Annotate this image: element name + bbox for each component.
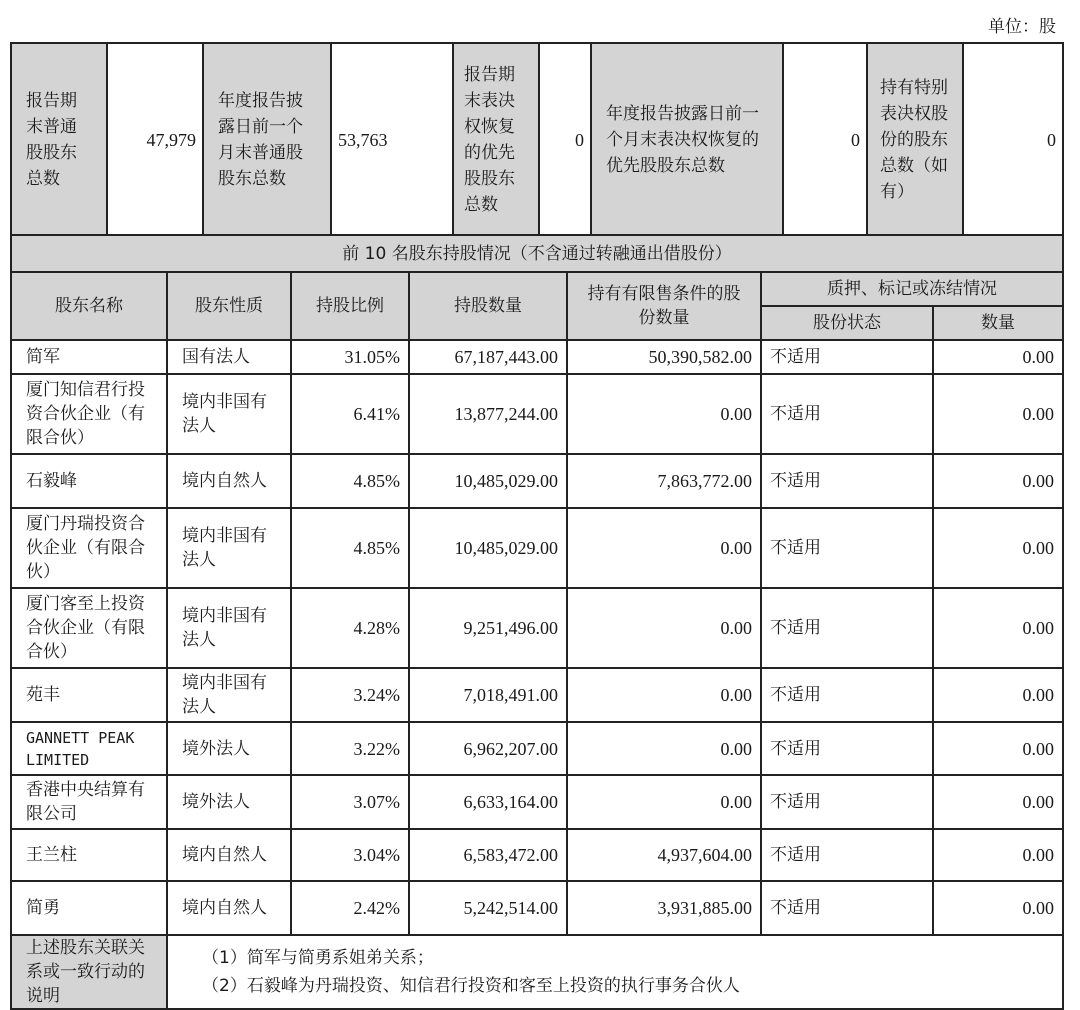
cell-nature: 境内非国有法人 — [167, 668, 291, 722]
cell-pledge-qty: 0.00 — [933, 775, 1063, 829]
table-row — [11, 668, 1063, 722]
cell-restricted: 0.00 — [567, 722, 761, 775]
cell-nature: 境内自然人 — [167, 881, 291, 935]
cell-pledge-status: 不适用 — [761, 881, 933, 935]
cell-pledge-qty: 0.00 — [933, 829, 1063, 881]
header-nature: 股东性质 — [167, 272, 291, 340]
cell-pledge-status: 不适用 — [761, 508, 933, 588]
cell-name: 苑丰 — [11, 668, 167, 722]
cell-ratio: 3.04% — [291, 829, 409, 881]
cell-nature: 境内非国有法人 — [167, 508, 291, 588]
cell-ratio: 3.24% — [291, 668, 409, 722]
header-name: 股东名称 — [11, 272, 167, 340]
table-row — [11, 508, 1063, 588]
cell-pledge-qty: 0.00 — [933, 668, 1063, 722]
cell-pledge-qty: 0.00 — [933, 454, 1063, 508]
cell-quantity: 6,633,164.00 — [409, 775, 567, 829]
cell-quantity: 10,485,029.00 — [409, 454, 567, 508]
cell-pledge-status: 不适用 — [761, 340, 933, 374]
cell-pledge-qty: 0.00 — [933, 340, 1063, 374]
special-voting-shareholders-label: 持有特别表决权股份的股东总数（如有） — [867, 43, 963, 237]
cell-pledge-qty: 0.00 — [933, 374, 1063, 454]
relationship-note-2: （2）石毅峰为丹瑞投资、知信君行投资和客至上投资的执行事务合伙人 — [202, 976, 740, 996]
table-row — [11, 829, 1063, 881]
header-restricted: 持有有限售条件的股份数量 — [567, 272, 761, 340]
cell-restricted: 3,931,885.00 — [567, 881, 761, 935]
cell-quantity: 9,251,496.00 — [409, 588, 567, 668]
common-shareholders-value: 47,979 — [107, 43, 203, 237]
relationship-note-1: （1）简军与简勇系姐弟关系； — [202, 948, 434, 968]
cell-pledge-status: 不适用 — [761, 668, 933, 722]
cell-pledge-status: 不适用 — [761, 829, 933, 881]
cell-pledge-status: 不适用 — [761, 374, 933, 454]
common-shareholders-prev-label: 年度报告披露日前一个月末普通股股东总数 — [203, 43, 331, 237]
cell-nature: 境外法人 — [167, 775, 291, 829]
cell-pledge-status: 不适用 — [761, 454, 933, 508]
cell-pledge-qty: 0.00 — [933, 881, 1063, 935]
cell-quantity: 5,242,514.00 — [409, 881, 567, 935]
summary-table — [10, 42, 1064, 238]
cell-restricted: 0.00 — [567, 588, 761, 668]
cell-quantity: 10,485,029.00 — [409, 508, 567, 588]
cell-restricted: 0.00 — [567, 374, 761, 454]
table-row — [11, 374, 1063, 454]
cell-ratio: 3.07% — [291, 775, 409, 829]
cell-ratio: 31.05% — [291, 340, 409, 374]
header-quantity: 持股数量 — [409, 272, 567, 340]
cell-quantity: 6,583,472.00 — [409, 829, 567, 881]
cell-name: 石毅峰 — [11, 454, 167, 508]
cell-nature: 境内自然人 — [167, 454, 291, 508]
table-row — [11, 340, 1063, 374]
cell-ratio: 2.42% — [291, 881, 409, 935]
cell-restricted: 7,863,772.00 — [567, 454, 761, 508]
relationship-label: 上述股东关联关系或一致行动的说明 — [11, 935, 167, 1009]
table-row — [11, 722, 1063, 775]
preferred-shareholders-prev-value: 0 — [783, 43, 867, 237]
cell-nature: 境内非国有法人 — [167, 374, 291, 454]
section-title: 前 10 名股东持股情况（不含通过转融通出借股份） — [11, 235, 1063, 272]
cell-name: 厦门知信君行投资合伙企业（有限合伙） — [11, 374, 167, 454]
common-shareholders-prev-value: 53,763 — [331, 43, 453, 237]
cell-restricted: 0.00 — [567, 508, 761, 588]
cell-restricted: 0.00 — [567, 668, 761, 722]
cell-nature: 境内非国有法人 — [167, 588, 291, 668]
cell-pledge-qty: 0.00 — [933, 588, 1063, 668]
cell-ratio: 3.22% — [291, 722, 409, 775]
unit-label: 单位：股 — [988, 17, 1056, 37]
cell-pledge-status: 不适用 — [761, 588, 933, 668]
common-shareholders-label: 报告期末普通股股东总数 — [11, 43, 107, 237]
top10-shareholders-table — [10, 234, 1064, 1010]
cell-quantity: 13,877,244.00 — [409, 374, 567, 454]
preferred-shareholders-value: 0 — [539, 43, 591, 237]
cell-pledge-qty: 0.00 — [933, 722, 1063, 775]
cell-ratio: 6.41% — [291, 374, 409, 454]
preferred-shareholders-prev-label: 年度报告披露日前一个月末表决权恢复的优先股股东总数 — [591, 43, 783, 237]
cell-name: 厦门丹瑞投资合伙企业（有限合伙） — [11, 508, 167, 588]
cell-ratio: 4.85% — [291, 508, 409, 588]
cell-name: GANNETT PEAK LIMITED — [11, 722, 167, 775]
special-voting-shareholders-value: 0 — [963, 43, 1063, 237]
cell-quantity: 7,018,491.00 — [409, 668, 567, 722]
cell-pledge-status: 不适用 — [761, 722, 933, 775]
relationship-notes — [167, 935, 1063, 1009]
table-body — [11, 340, 1063, 935]
header-pledge-qty: 数量 — [933, 306, 1063, 340]
cell-quantity: 6,962,207.00 — [409, 722, 567, 775]
cell-ratio: 4.28% — [291, 588, 409, 668]
table-row — [11, 454, 1063, 508]
cell-name: 王兰柱 — [11, 829, 167, 881]
table-row — [11, 881, 1063, 935]
cell-pledge-status: 不适用 — [761, 775, 933, 829]
cell-nature: 国有法人 — [167, 340, 291, 374]
cell-name: 简军 — [11, 340, 167, 374]
cell-pledge-qty: 0.00 — [933, 508, 1063, 588]
cell-name: 简勇 — [11, 881, 167, 935]
cell-ratio: 4.85% — [291, 454, 409, 508]
cell-restricted: 0.00 — [567, 775, 761, 829]
header-ratio: 持股比例 — [291, 272, 409, 340]
table-row — [11, 775, 1063, 829]
cell-quantity: 67,187,443.00 — [409, 340, 567, 374]
preferred-shareholders-label: 报告期末表决权恢复的优先股股东总数 — [453, 43, 539, 237]
cell-name: 厦门客至上投资合伙企业（有限合伙） — [11, 588, 167, 668]
header-pledge-group: 质押、标记或冻结情况 — [761, 272, 1063, 306]
cell-nature: 境外法人 — [167, 722, 291, 775]
header-pledge-status: 股份状态 — [761, 306, 933, 340]
cell-name: 香港中央结算有限公司 — [11, 775, 167, 829]
cell-restricted: 4,937,604.00 — [567, 829, 761, 881]
table-row — [11, 588, 1063, 668]
cell-nature: 境内自然人 — [167, 829, 291, 881]
cell-restricted: 50,390,582.00 — [567, 340, 761, 374]
